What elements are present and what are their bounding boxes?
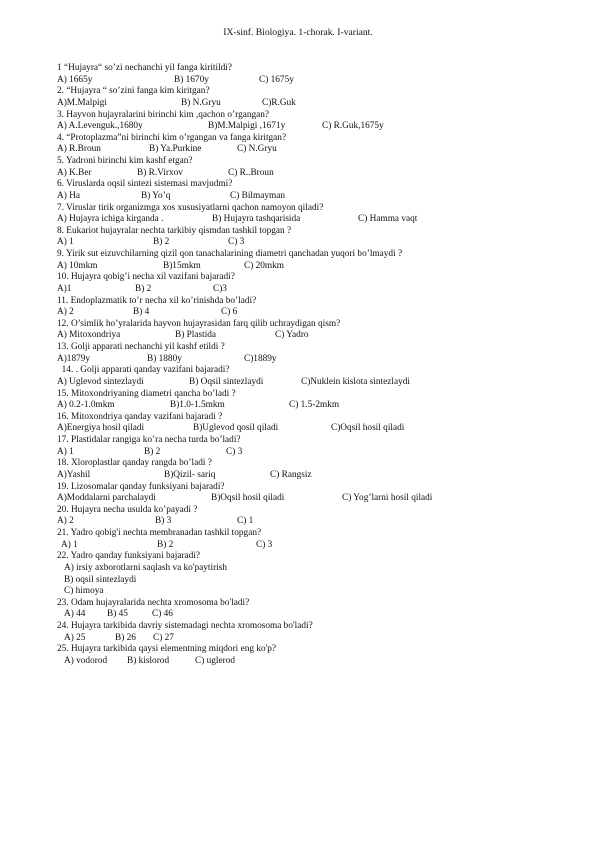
answer-options [57,98,587,110]
answer-options [57,284,587,296]
option-b: B) 2 [153,237,170,248]
option-a: A) 2 [57,516,74,527]
answer-options [57,493,587,505]
option-b: B) Plastida [175,330,217,341]
option-a: A) 1 [57,237,74,248]
question-text: 20. Hujayra necha usulda ko’payadi ? [57,504,198,515]
option-a: A) 10mkm [57,260,98,271]
option-c: C) N.Gryu [237,144,277,155]
answer-options [57,75,587,87]
option-c: C) 3 [256,539,273,550]
question-text: 9. Yirik sut eizuvchilarning qizil qon tanachalarining diametri qanchadan yuqori bo’lmaydi ? [57,249,403,259]
option-c: C) R.Guk,1675y [322,121,384,132]
option-a: A)1 [57,283,72,294]
question-text: 4. “Protoplazma”ni birinchi kim o’rgangan va fanga kiritgan? [57,132,287,143]
option-a: A) 25 [64,632,86,643]
answer-options [57,237,587,249]
option-b: B) 2 [144,446,161,457]
question-text: 1 “Hujayra“ so’zi nechanchi yil fanga kiritildi? [57,63,233,73]
question-text: 25. Hujayra tarkibida qaysi elementning miqdori eng ko'p? [57,644,277,655]
option-c: C) 1 [237,516,254,527]
question-text: 6. Viruslarda oqsil sintezi sistemasi mavjudmi? [57,179,233,190]
answer-options [57,307,587,319]
option-b: B) oqsil sintezlaydi [64,574,137,585]
option-c: C) 46 [152,609,173,620]
option-c: C)1889y [244,353,277,364]
option-b: B)15mkm [163,260,201,271]
question-text: 5. Yadroni birinchi kim kashf etgan? [57,156,193,166]
question-text: 23. Odam hujayralarida nechta xromosoma bo'ladi? [57,597,250,608]
option-c: C) uglerod [195,655,236,666]
option-c: C)Nuklein kislota sintezlaydi [301,376,410,387]
answer-options [57,516,587,528]
question-text: 12. O’simlik ho’yralarida hayvon hujayrasidan farq qilib uchraydigan qism? [57,318,341,329]
option-a: A)1879y [57,353,91,364]
question-text: 10. Hujayra qobig’i necha xil vazifani bajaradi? [57,272,235,283]
option-c: C) Bilmayman [230,190,286,201]
option-c: C) R..Broun [228,167,274,178]
option-b: B) Oqsil sintezlaydi [189,376,264,387]
question-text: 13. Golji apparati nechanchi yil kashf etildi ? [57,342,225,352]
answer-options [57,609,587,621]
question-text: 19. Lizosomalar qanday funksiyani bajaradi? [57,481,225,492]
question-text: 16. Mitoxondriya qanday vazifani bajaradi ? [57,411,223,422]
answer-options [57,656,587,668]
option-b: B) 45 [107,609,128,620]
question-text: 7. Viruslar tirik organizmga xos xususiyatlarni qachon namoyon qiladi? [57,202,324,213]
option-a: A) R.Broun [57,144,101,155]
option-c: C) 20mkm [244,260,285,271]
option-a: A) K.Ber [57,167,92,178]
option-c: C) 1675y [259,74,294,85]
option-c: C) 3 [228,237,245,248]
question-text: 11. Endoplazmatik to’r necha xil ko’rinishda bo’ladi? [57,295,257,306]
question-text: 8. Eukariot hujayralar nechta tarkibiy qismdan tashkil topgan ? [57,225,292,236]
answer-options [57,540,587,552]
answer-options [57,377,587,389]
option-a: A) Ha [57,190,80,201]
answer-options [57,121,587,133]
option-c: C)Oqsil hosil qiladi [331,423,405,434]
option-c: C) Hamma vaqt [358,214,418,225]
option-b: B) R.Virxov [137,167,183,178]
option-b: B) 3 [155,516,172,527]
option-b: B) Hujayra tashqarisida [212,214,301,225]
option-b: B) 2 [135,283,152,294]
option-a: A)Yashil [57,469,91,480]
option-a: A) 0.2-1.0mkm [57,400,115,411]
answer-options [57,168,587,180]
option-b: B)Uglevod qosil qiladi [193,423,279,434]
option-a: A) 1 [61,539,78,550]
question-text: 24. Hujayra tarkibida davriy sistemadagi nechta xromosoma bo'ladi? [57,621,313,631]
answer-options [57,633,587,645]
option-a: A) vodorod [64,655,108,666]
answer-options [57,330,587,342]
question-text: 3. Hayvon hujayralarini birinchi kim ,qachon o’rgangan? [57,109,270,120]
question-text: 21. Yadro qobig'i nechta membranadan tashkil topgan? [57,528,262,538]
option-a: A) Hujayra ichiga kirganda . [57,214,164,225]
answer-options [57,191,587,203]
option-c: C) 3 [226,446,243,457]
question-text: 22. Yadro qanday funksiyani bajaradi? [57,551,201,562]
option-c: C)R.Guk [262,97,296,108]
option-a: A) Uglevod sintezlaydi [57,376,144,387]
option-b: B) 2 [157,539,174,550]
option-b: B) 1880y [147,353,182,364]
option-b: B) kislorod [127,655,170,666]
option-a: A)M.Malpigi [57,97,107,108]
option-a: A)Moddalarni parchalaydi [57,493,156,504]
option-b: B)1.0-1.5mkm [170,400,225,411]
question-text: 2. “Hujayra “ so’zini fanga kim kiritgan? [57,86,210,97]
option-c: C) himoya [64,586,104,597]
option-c: C) Yog’larni hosil qiladi [342,493,433,504]
question-text: 15. Mitoxondriyaning diametri qancha bo’ladi ? [57,388,236,399]
option-b: B)Qizil- sariq [164,469,216,480]
answer-options [57,400,587,412]
option-a: A) 1 [57,446,74,457]
option-a: A) 2 [57,307,74,318]
question-text: 14. . Golji apparati qanday vazifani bajaradi? [57,365,230,376]
question-text: 17. Plastidalar rangiga ko’ra necha turda bo’ladi? [57,435,241,445]
option-a: A) 44 [64,609,86,620]
option-c: C) 6 [221,307,238,318]
option-c: C)3 [213,283,227,294]
page-header: IX-sinf. Biologiya. 1-chorak. I-variant. [223,27,373,38]
option-b: B) Yo’q [141,190,171,201]
answer-options [57,214,587,226]
option-c: C) Yadro [275,330,309,341]
answer-options [57,354,587,366]
option-a: A)Energiya hosil qiladi [57,423,145,434]
question-text: 18. Xloroplastlar qanday rangda bo’ladi ? [57,458,212,469]
answer-options [57,261,587,273]
option-c: C) 27 [153,632,174,643]
answer-options [57,423,587,435]
option-a: A) A.Levenguk.,1680y [57,121,143,132]
option-a: A) irsiy axborotlarni saqlash va ko'paytirish [64,562,228,573]
answer-options [57,470,587,482]
option-b: B) 1670y [174,74,209,85]
option-c: C) Rangsiz [270,469,312,480]
option-b: B) 4 [133,307,150,318]
option-b: B) N.Gryu [181,97,221,108]
option-b: B)Oqsil hosil qiladi [211,493,285,504]
option-b: B) Ya.Purkine [149,144,202,155]
answer-options [57,144,587,156]
answer-options [57,447,587,459]
option-b: B)M.Malpigi ,1671y [208,121,286,132]
question-list [57,63,587,668]
option-c: C) 1.5-2mkm [289,400,340,411]
option-a: A) 1665y [57,74,93,85]
option-b: B) 26 [115,632,136,643]
option-a: A) Mitoxondriya [57,330,121,341]
